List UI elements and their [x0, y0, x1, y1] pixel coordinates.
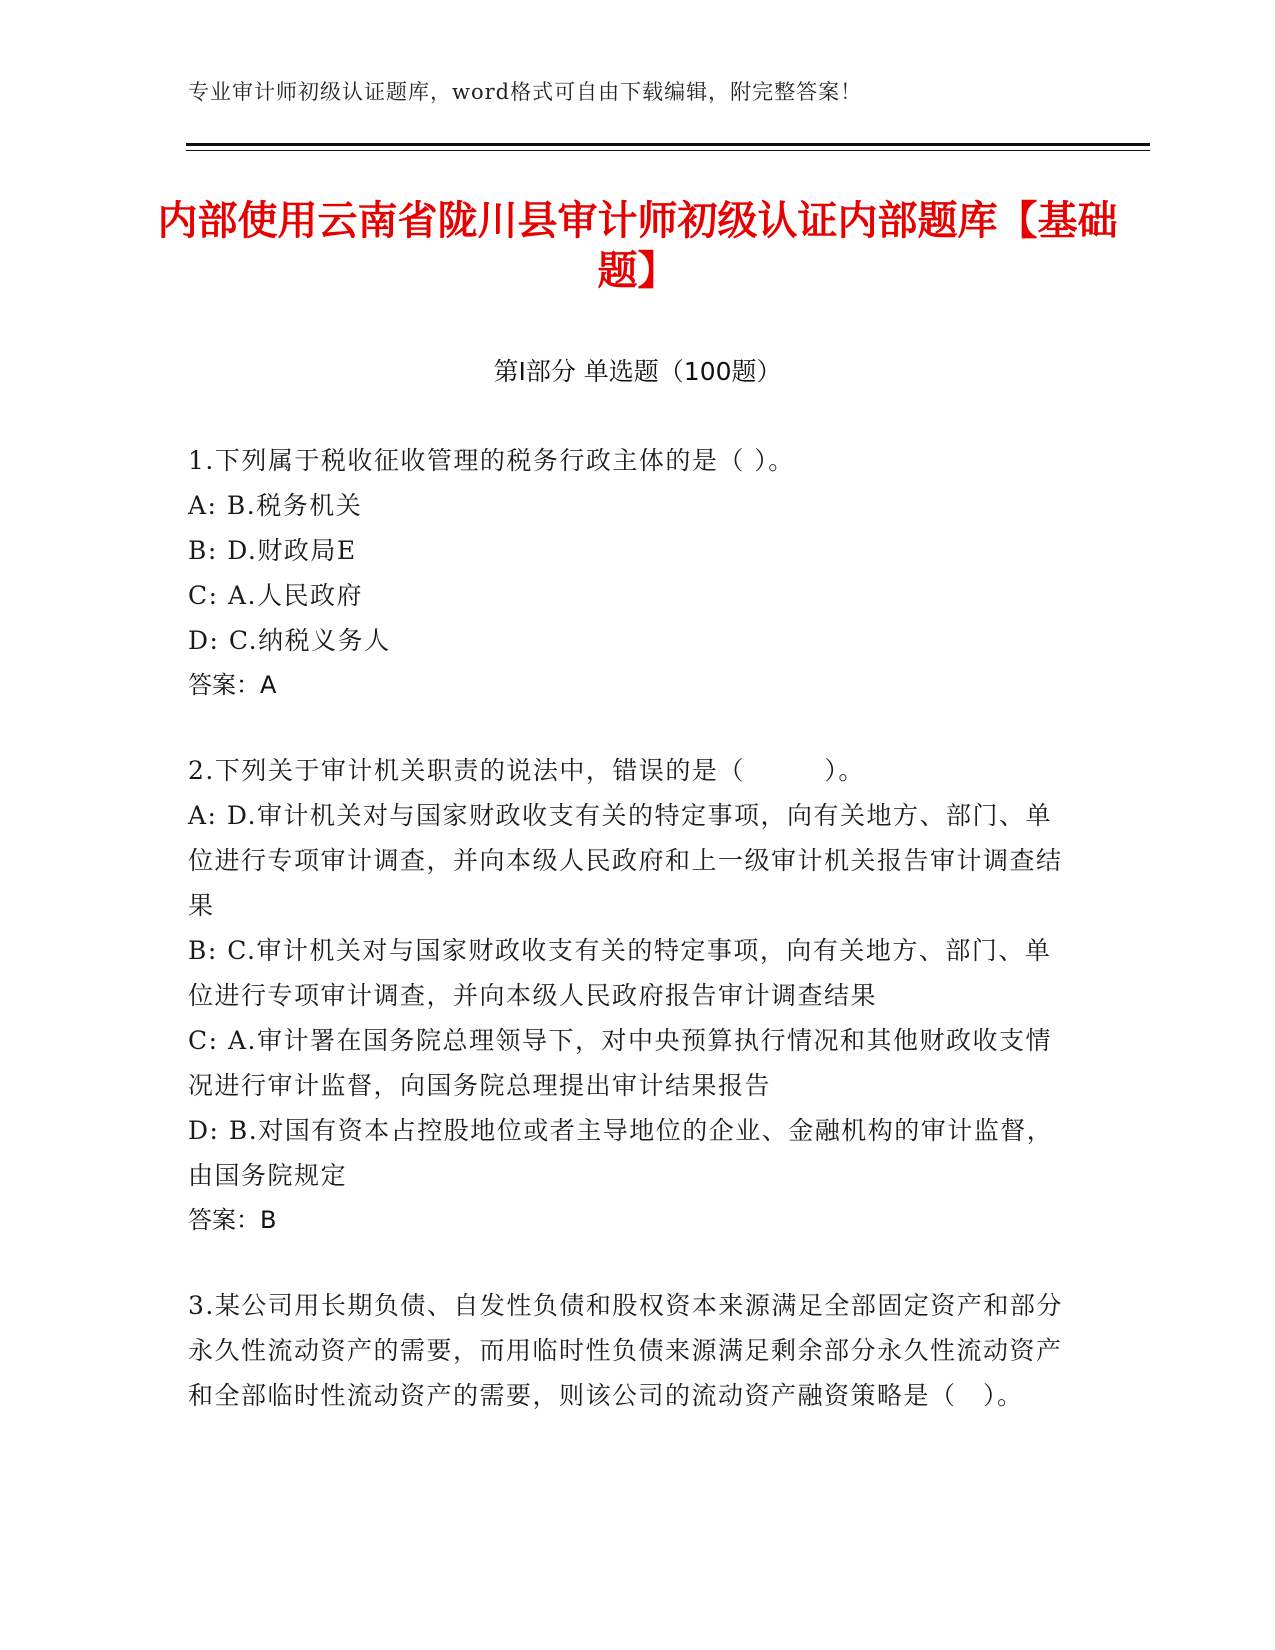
question-list: [188, 438, 1068, 1458]
section-title: 第Ⅰ部分 单选题（100题）: [493, 357, 782, 386]
option-d: D: C.纳税义务人: [188, 626, 391, 655]
question-stem: 2.下列关于审计机关职责的说法中，错误的是（ ）。: [188, 756, 865, 785]
answer: 答案：A: [188, 671, 277, 699]
option-d: D: B.对国有资本占控股地位或者主导地位的企业、金融机构的审计监督，由国务院规定: [188, 1116, 1054, 1190]
question-1: [188, 438, 1068, 708]
question-stem: 3.某公司用长期负债、自发性负债和股权资本来源满足全部固定资产和部分永久性流动资产的需要，而用临时性负债来源满足剩余部分永久性流动资产和全部临时性流动资产的需要，则该公司的流动资产融资策略是（ ）。: [188, 1291, 1063, 1410]
option-c: C: A.审计署在国务院总理领导下，对中央预算执行情况和其他财政收支情况进行审计监督，向国务院总理提出审计结果报告: [188, 1026, 1053, 1100]
question-3: [188, 1283, 1068, 1418]
answer: 答案：B: [188, 1206, 277, 1234]
header-note: 专业审计师初级认证题库，word格式可自由下载编辑，附完整答案！: [188, 80, 863, 104]
option-b: B: D.财政局E: [188, 536, 357, 565]
header-rule-thick: [186, 143, 1150, 146]
header-rule-thin: [186, 150, 1150, 151]
option-c: C: A.人民政府: [188, 581, 363, 610]
question-2: [188, 748, 1068, 1243]
option-a: A: B.税务机关: [188, 491, 363, 520]
option-a: A: D.审计机关对与国家财政收支有关的特定事项，向有关地方、部门、单位进行专项审计调查，并向本级人民政府和上一级审计机关报告审计调查结果: [188, 801, 1063, 920]
option-b: B: C.审计机关对与国家财政收支有关的特定事项，向有关地方、部门、单位进行专项审计调查，并向本级人民政府报告审计调查结果: [188, 936, 1052, 1010]
document-title: 内部使用云南省陇川县审计师初级认证内部题库【基础题】: [157, 198, 1118, 294]
question-stem: 1.下列属于税收征收管理的税务行政主体的是（ ）。: [188, 446, 795, 475]
